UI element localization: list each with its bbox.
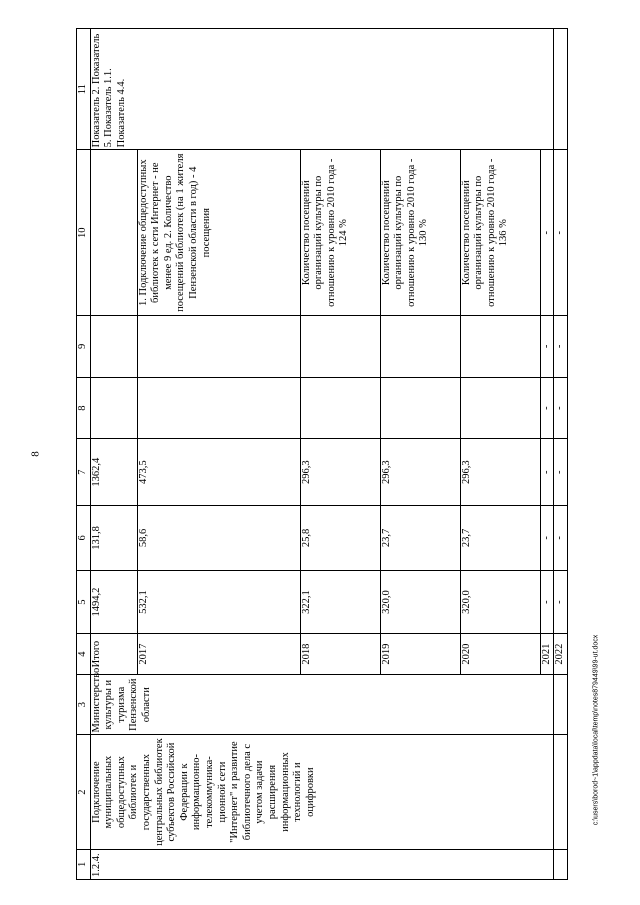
header-cell: 5 — [77, 570, 91, 634]
result-cell: Количество посещений организаций культуры по отношению к уровню 2010 года - 130 % — [380, 150, 460, 316]
value-cell: 473,5 — [137, 439, 300, 506]
year-cell: 2018 — [300, 634, 380, 674]
value-cell: - — [540, 377, 554, 439]
value-cell: - — [540, 570, 554, 634]
year-cell: 2022 — [554, 634, 568, 674]
value-cell: - — [540, 316, 554, 378]
result-cell: 1. Подключение общедоступных библиотек к сети Интернет - не менее 9 ед. 2. Количество посещений библиотек (на 1 жителя Пензенской области в год) - 4 посещения — [137, 150, 300, 316]
program-table — [76, 28, 568, 880]
header-cell: 9 — [77, 316, 91, 378]
header-row — [77, 29, 91, 880]
value-cell: 58,6 — [137, 506, 300, 571]
value-cell: 320,0 — [460, 570, 540, 634]
value-cell: 1362,4 — [90, 439, 137, 506]
header-cell: 7 — [77, 439, 91, 506]
result-cell: - — [540, 150, 554, 316]
value-cell: 23,7 — [460, 506, 540, 571]
value-cell — [90, 316, 137, 378]
header-cell: 2 — [77, 735, 91, 849]
header-cell: 8 — [77, 377, 91, 439]
year-cell: 2019 — [380, 634, 460, 674]
result-cell: Количество посещений организаций культуры по отношению к уровню 2010 года - 136 % — [460, 150, 540, 316]
value-cell — [460, 377, 540, 439]
value-cell: 296,3 — [380, 439, 460, 506]
result-cell: Количество посещений организаций культуры по отношению к уровню 2010 года - 124 % — [300, 150, 380, 316]
header-cell: 10 — [77, 150, 91, 316]
year-cell: Итого — [90, 634, 137, 674]
value-cell — [460, 316, 540, 378]
value-cell: 23,7 — [380, 506, 460, 571]
value-cell — [300, 316, 380, 378]
value-cell: 322,1 — [300, 570, 380, 634]
value-cell: 25,8 — [300, 506, 380, 571]
executor-name: Министерство культуры и туризма Пензенской области — [90, 674, 554, 735]
value-cell: - — [540, 506, 554, 571]
header-cell: 11 — [77, 29, 91, 150]
table-row — [554, 29, 568, 880]
value-cell: - — [540, 439, 554, 506]
value-cell — [300, 377, 380, 439]
value-cell: - — [554, 377, 568, 439]
value-cell: 532,1 — [137, 570, 300, 634]
value-cell — [380, 316, 460, 378]
result-cell: - — [554, 150, 568, 316]
header-cell: 4 — [77, 634, 91, 674]
value-cell: - — [554, 316, 568, 378]
table-row-total — [90, 29, 137, 880]
header-cell: 1 — [77, 849, 91, 879]
header-cell: 6 — [77, 506, 91, 571]
page-number: 8 — [29, 451, 42, 457]
year-cell: 2017 — [137, 634, 300, 674]
value-cell: 1494,2 — [90, 570, 137, 634]
value-cell — [90, 377, 137, 439]
row-id: 1.2.4. — [90, 849, 554, 879]
value-cell: - — [554, 570, 568, 634]
measure-name: Подключение муниципальных общедоступных библиотек и государственных центральных библиотек субъектов Российской Федерации к информационно-телекоммуника-ционной сети "Интернет" и развитие библиотечного дела с учетом задачи расширения информационных технологий и оцифровки — [90, 735, 554, 849]
year-cell: 2021 — [540, 634, 554, 674]
value-cell — [137, 316, 300, 378]
value-cell — [380, 377, 460, 439]
year-cell: 2020 — [460, 634, 540, 674]
value-cell: 320,0 — [380, 570, 460, 634]
value-cell: 296,3 — [300, 439, 380, 506]
value-cell: - — [554, 506, 568, 571]
indicator-links: Показатель 2. Показатель 5. Показатель 1.1. Показатель 4.4. — [90, 29, 554, 150]
value-cell: - — [554, 439, 568, 506]
value-cell: 131,8 — [90, 506, 137, 571]
result-cell — [90, 150, 137, 316]
value-cell: 296,3 — [460, 439, 540, 506]
header-cell: 3 — [77, 674, 91, 735]
rotated-table-container — [76, 28, 566, 880]
value-cell — [137, 377, 300, 439]
footer-file-path: c:\users\borod~1\appdata\local\temp\notes879449\99-ut.docx — [592, 634, 600, 826]
